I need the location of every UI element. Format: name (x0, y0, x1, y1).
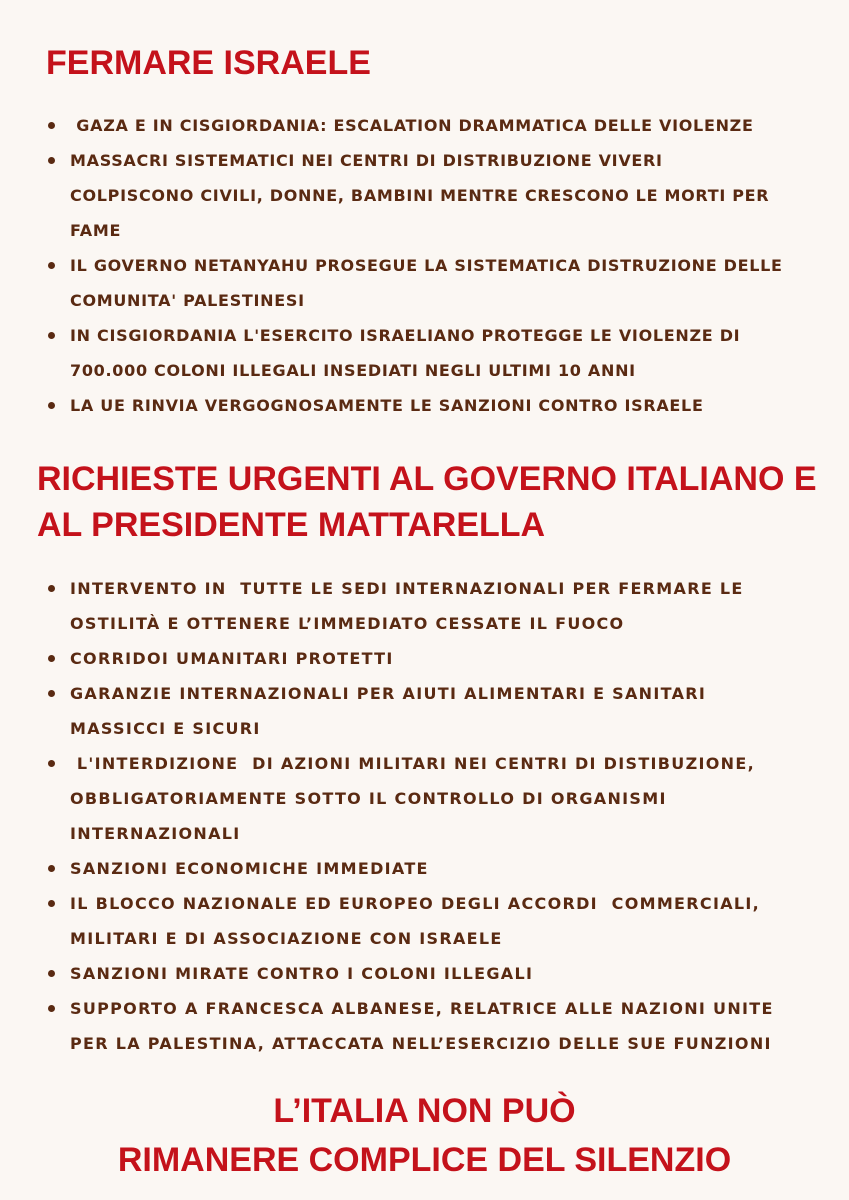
list-item (48, 956, 808, 991)
list-item-text: GARANZIE INTERNAZIONALI PER AIUTI ALIMENTARI E SANITARI MASSICCI E SICURI (70, 684, 707, 738)
list-item (48, 676, 808, 746)
list-item (48, 143, 808, 248)
heading-line: FERMARE ISRAELE (46, 44, 371, 82)
bullet-dot-icon (48, 655, 55, 662)
list-item (48, 991, 808, 1061)
bullet-dot-icon (48, 402, 55, 409)
list-item (48, 318, 808, 388)
footer-slogan-line1: L’ITALIA NON PUÒ (273, 1092, 576, 1130)
list-item-text: IN CISGIORDANIA L'ESERCITO ISRAELIANO PROTEGGE LE VIOLENZE DI 700.000 COLONI ILLEGALI INSEDIATI NEGLI ULTIMI 10 ANNI (70, 326, 741, 380)
requests-list (48, 571, 808, 1061)
heading-richieste-urgenti (37, 456, 817, 548)
bullet-dot-icon (48, 865, 55, 872)
list-item-text: IL BLOCCO NAZIONALE ED EUROPEO DEGLI ACCORDI COMMERCIALI, MILITARI E DI ASSOCIAZIONE CON ISRAELE (70, 894, 761, 948)
list-item-text: L'INTERDIZIONE DI AZIONI MILITARI NEI CENTRI DI DISTIBUZIONE, OBBLIGATORIAMENTE SOTTO IL CONTROLLO DI ORGANISMI INTERNAZIONALI (70, 754, 755, 843)
bullet-dot-icon (48, 970, 55, 977)
list-item-text: SANZIONI ECONOMICHE IMMEDIATE (70, 859, 429, 878)
list-item (48, 641, 808, 676)
list-item (48, 571, 808, 641)
list-item (48, 886, 808, 956)
heading-fermare-israele (46, 40, 371, 86)
bullet-dot-icon (48, 1005, 55, 1012)
list-item-text: SUPPORTO A FRANCESCA ALBANESE, RELATRICE ALLE NAZIONI UNITE PER LA PALESTINA, ATTACCATA NELL’ESERCIZIO DELLE SUE FUNZIONI (70, 999, 774, 1053)
list-item-text: SANZIONI MIRATE CONTRO I COLONI ILLEGALI (70, 964, 534, 983)
bullet-dot-icon (48, 157, 55, 164)
bullet-dot-icon (48, 262, 55, 269)
list-item-text: LA UE RINVIA VERGOGNOSAMENTE LE SANZIONI CONTRO ISRAELE (70, 396, 704, 415)
list-item-text: INTERVENTO IN TUTTE LE SEDI INTERNAZIONALI PER FERMARE LE OSTILITÀ E OTTENERE L’IMMEDIATO CESSATE IL FUOCO (70, 579, 744, 633)
bullet-dot-icon (48, 122, 55, 129)
list-item-text: GAZA E IN CISGIORDANIA: ESCALATION DRAMMATICA DELLE VIOLENZE (70, 116, 754, 135)
list-item (48, 108, 808, 143)
bullet-dot-icon (48, 585, 55, 592)
list-item (48, 851, 808, 886)
list-item-text: CORRIDOI UMANITARI PROTETTI (70, 649, 394, 668)
situation-list (48, 108, 808, 423)
list-item (48, 746, 808, 851)
bullet-dot-icon (48, 690, 55, 697)
list-item (48, 388, 808, 423)
list-item-text: MASSACRI SISTEMATICI NEI CENTRI DI DISTRIBUZIONE VIVERI COLPISCONO CIVILI, DONNE, BAMBINI MENTRE CRESCONO LE MORTI PER FAME (70, 151, 770, 240)
list-item (48, 248, 808, 318)
heading-line: RICHIESTE URGENTI AL GOVERNO ITALIANO E (37, 460, 817, 498)
list-item-text: IL GOVERNO NETANYAHU PROSEGUE LA SISTEMATICA DISTRUZIONE DELLE COMUNITA' PALESTINESI (70, 256, 783, 310)
footer-slogan-line2: RIMANERE COMPLICE DEL SILENZIO (117, 1141, 732, 1179)
bullet-dot-icon (48, 900, 55, 907)
heading-line: AL PRESIDENTE MATTARELLA (37, 506, 546, 544)
bullet-dot-icon (48, 760, 55, 767)
bullet-dot-icon (48, 332, 55, 339)
